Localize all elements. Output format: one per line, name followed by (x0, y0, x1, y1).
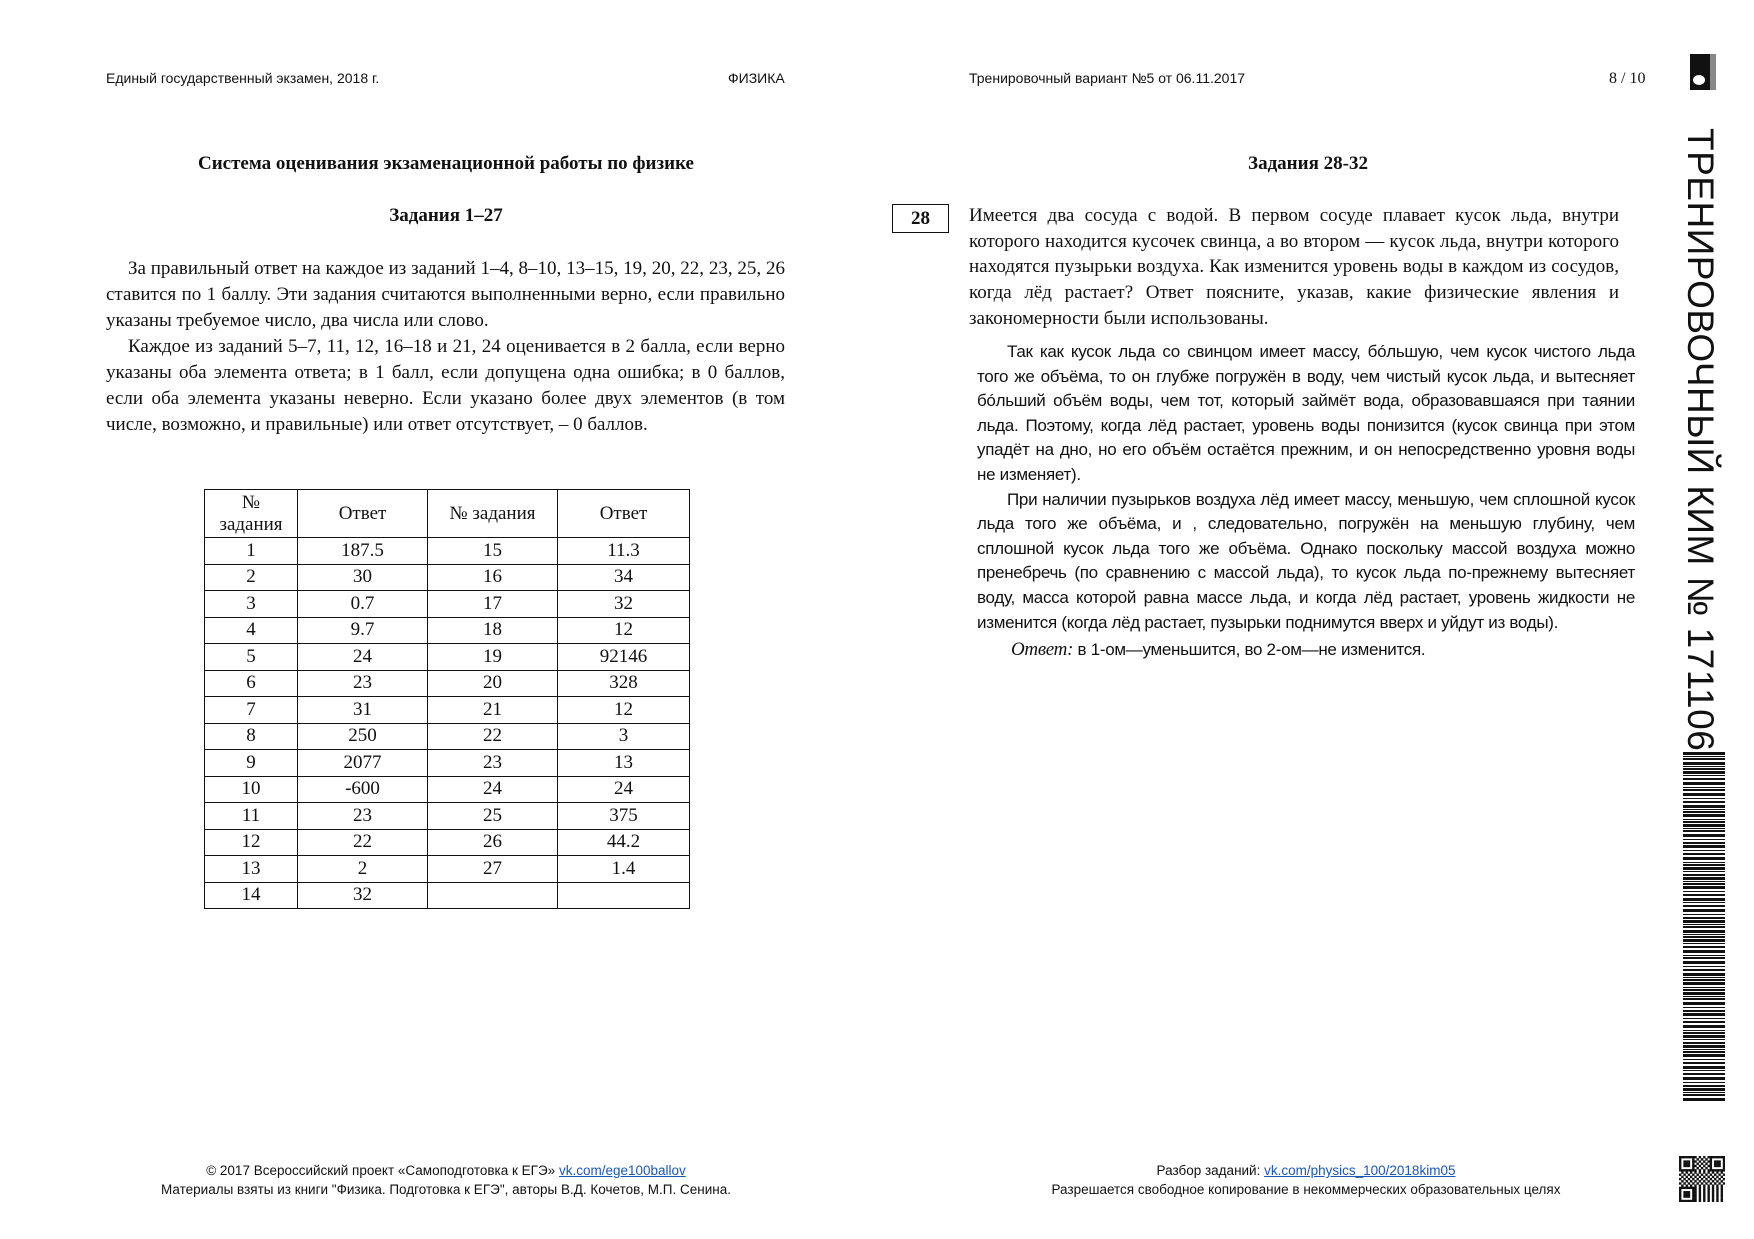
scoring-paragraph: За правильный ответ на каждое из заданий 1–4, 8–10, 13–15, 19, 20, 22, 23, 25, 26 ставится по 1 баллу. Эти задания считаются выполненными верно, если правильно указаны требуемое число, два числа или слово. (106, 258, 785, 331)
answer-cell: 13 (558, 750, 690, 777)
page-number: 8 / 10 (1609, 70, 1646, 87)
table-row (205, 644, 690, 671)
task-number-cell: 13 (205, 856, 298, 883)
answer-cell: 92146 (558, 644, 690, 671)
table-row (205, 882, 690, 909)
scoring-paragraph: Каждое из заданий 5–7, 11, 12, 16–18 и 21, 24 оценивается в 2 балла, если верно указаны оба элемента ответа; в 1 балл, если допущена одна ошибка; в 0 баллов, если оба элемента указаны неверно. Если указано более двух элементов (в том числе, возможно, и правильные) или ответ отсутствует, – 0 баллов. (106, 336, 785, 435)
task-number-cell: 8 (205, 723, 298, 750)
final-answer (977, 638, 1635, 663)
scoring-rules (106, 256, 785, 438)
task-number-cell: 9 (205, 750, 298, 777)
answers-table (204, 489, 690, 909)
answer-cell: 2 (298, 856, 428, 883)
task-number-cell: 10 (205, 776, 298, 803)
task-number-cell: 12 (205, 829, 298, 856)
answer-cell: 187.5 (298, 538, 428, 565)
answer-cell: 23 (298, 803, 428, 830)
task-number-cell (428, 882, 558, 909)
column-header: № задания (428, 490, 558, 538)
task-number-cell: 25 (428, 803, 558, 830)
answer-cell: 2077 (298, 750, 428, 777)
task-number-cell: 16 (428, 564, 558, 591)
corner-marker-icon (1690, 54, 1716, 90)
answer-cell: 11.3 (558, 538, 690, 565)
task-number-cell: 4 (205, 617, 298, 644)
page-title: Система оценивания экзаменационной работы по физике (197, 153, 694, 174)
answer-cell: 12 (558, 697, 690, 724)
column-header: № задания (205, 490, 298, 538)
solution-paragraph: Так как кусок льда со свинцом имеет массу, бóльшую, чем кусок чистого льда того же объёма, то он глубже погружён в воду, чем чистый кусок льда, и вытесняет бóльший объём воды, чем тот, который займёт вода, образовавшаяся при таянии льда. Поэтому, когда лёд растает, уровень воды понизится (кусок свинца при этом упадёт на дно, но его объём остаётся прежним, и он непосредственно уровня воды не изменяет). (977, 342, 1635, 484)
task-number-box: 28 (892, 204, 949, 233)
table-row (205, 697, 690, 724)
answer-cell: 1.4 (558, 856, 690, 883)
task-number-cell: 11 (205, 803, 298, 830)
answer-cell: 250 (298, 723, 428, 750)
column-header: Ответ (298, 490, 428, 538)
table-row (205, 723, 690, 750)
footer-source: Материалы взяты из книги "Физика. Подготовка к ЕГЭ", авторы В.Д. Кочетов, М.П. Сенина. (161, 1182, 731, 1197)
task-number-cell: 17 (428, 591, 558, 618)
task-number-cell: 24 (428, 776, 558, 803)
answer-cell: 22 (298, 829, 428, 856)
task-number-cell: 5 (205, 644, 298, 671)
column-header: Ответ (558, 490, 690, 538)
task-number-cell: 22 (428, 723, 558, 750)
footer-analysis-label: Разбор заданий: (1156, 1163, 1265, 1178)
table-row (205, 617, 690, 644)
task-number-cell: 18 (428, 617, 558, 644)
footer-copyright: © 2017 Всероссийский проект «Самоподготовка к ЕГЭ» (206, 1163, 559, 1178)
table-row (205, 750, 690, 777)
footer-link-physics100[interactable]: vk.com/physics_100/2018kim05 (1264, 1163, 1456, 1178)
task-number-cell: 20 (428, 670, 558, 697)
answer-cell (558, 882, 690, 909)
answer-cell: 31 (298, 697, 428, 724)
answer-cell: 3 (558, 723, 690, 750)
task-number-cell: 2 (205, 564, 298, 591)
table-header-row (205, 490, 690, 538)
answer-cell: 9.7 (298, 617, 428, 644)
answer-cell: 24 (558, 776, 690, 803)
footer-right (980, 1161, 1632, 1199)
task-number-cell: 19 (428, 644, 558, 671)
task-number-cell: 26 (428, 829, 558, 856)
table-row (205, 803, 690, 830)
table-row (205, 856, 690, 883)
table-row (205, 776, 690, 803)
answer-cell: 23 (298, 670, 428, 697)
header-exam-title: Единый государственный экзамен, 2018 г. (106, 70, 380, 86)
answer-cell: 34 (558, 564, 690, 591)
footer-left (106, 1161, 786, 1199)
barcode-icon (1683, 752, 1725, 1102)
answer-text: в 1-ом—уменьшится, во 2-ом—не изменится. (1073, 640, 1426, 660)
answer-cell: 0.7 (298, 591, 428, 618)
task-number-cell: 15 (428, 538, 558, 565)
task-number-cell: 6 (205, 670, 298, 697)
answer-cell: 375 (558, 803, 690, 830)
answer-cell: 44.2 (558, 829, 690, 856)
footer-license: Разрешается свободное копирование в некоммерческих образовательных целях (1051, 1182, 1561, 1197)
section-title-28-32: Задания 28-32 (1248, 153, 1368, 174)
task-number-cell: 7 (205, 697, 298, 724)
vertical-kim-title: ТРЕНИРОВОЧНЫЙ КИМ № 171106 (1680, 128, 1721, 752)
answer-label: Ответ: (1011, 639, 1074, 661)
task-number-cell: 1 (205, 538, 298, 565)
task-number-cell: 14 (205, 882, 298, 909)
qr-code-icon (1679, 1156, 1725, 1202)
answer-cell: 24 (298, 644, 428, 671)
table-row (205, 591, 690, 618)
task-number-cell: 23 (428, 750, 558, 777)
task-question: Имеется два сосуда с водой. В первом сосуде плавает кусок льда, внутри которого находится кусочек свинца, а во втором — кусок льда, внутри которого находятся пузырьки воздуха. Как изменится уровень воды в каждом из сосудов, когда лёд растает? Ответ поясните, указав, какие физические явления и закономерности были использованы. (969, 205, 1619, 329)
table-row (205, 829, 690, 856)
header-variant: Тренировочный вариант №5 от 06.11.2017 (969, 70, 1246, 86)
task-number-cell: 27 (428, 856, 558, 883)
answer-cell: 32 (298, 882, 428, 909)
task-solution (977, 340, 1635, 663)
header-subject: ФИЗИКА (728, 70, 785, 86)
answer-cell: 328 (558, 670, 690, 697)
answer-cell: -600 (298, 776, 428, 803)
table-row (205, 538, 690, 565)
task-number-cell: 3 (205, 591, 298, 618)
footer-link-ege100ballov[interactable]: vk.com/ege100ballov (558, 1163, 686, 1178)
table-row (205, 564, 690, 591)
answer-cell: 32 (558, 591, 690, 618)
task-number-cell: 21 (428, 697, 558, 724)
table-row (205, 670, 690, 697)
answer-cell: 12 (558, 617, 690, 644)
section-title-1-27: Задания 1–27 (389, 205, 503, 226)
solution-paragraph: При наличии пузырьков воздуха лёд имеет массу, меньшую, чем сплошной кусок льда того же объёма, и , следовательно, погружён на меньшую глубину, чем сплошной кусок льда того же объёма. Однако поскольку массой воздуха можно пренебречь (по сравнению с массой льда), то кусок льда по-прежнему вытесняет воду, масса которой равна массе льда, и когда лёд растает, уровень жидкости не изменится (когда лёд растает, пузырьки поднимутся вверх и уйдут из воды). (977, 489, 1635, 632)
answer-cell: 30 (298, 564, 428, 591)
